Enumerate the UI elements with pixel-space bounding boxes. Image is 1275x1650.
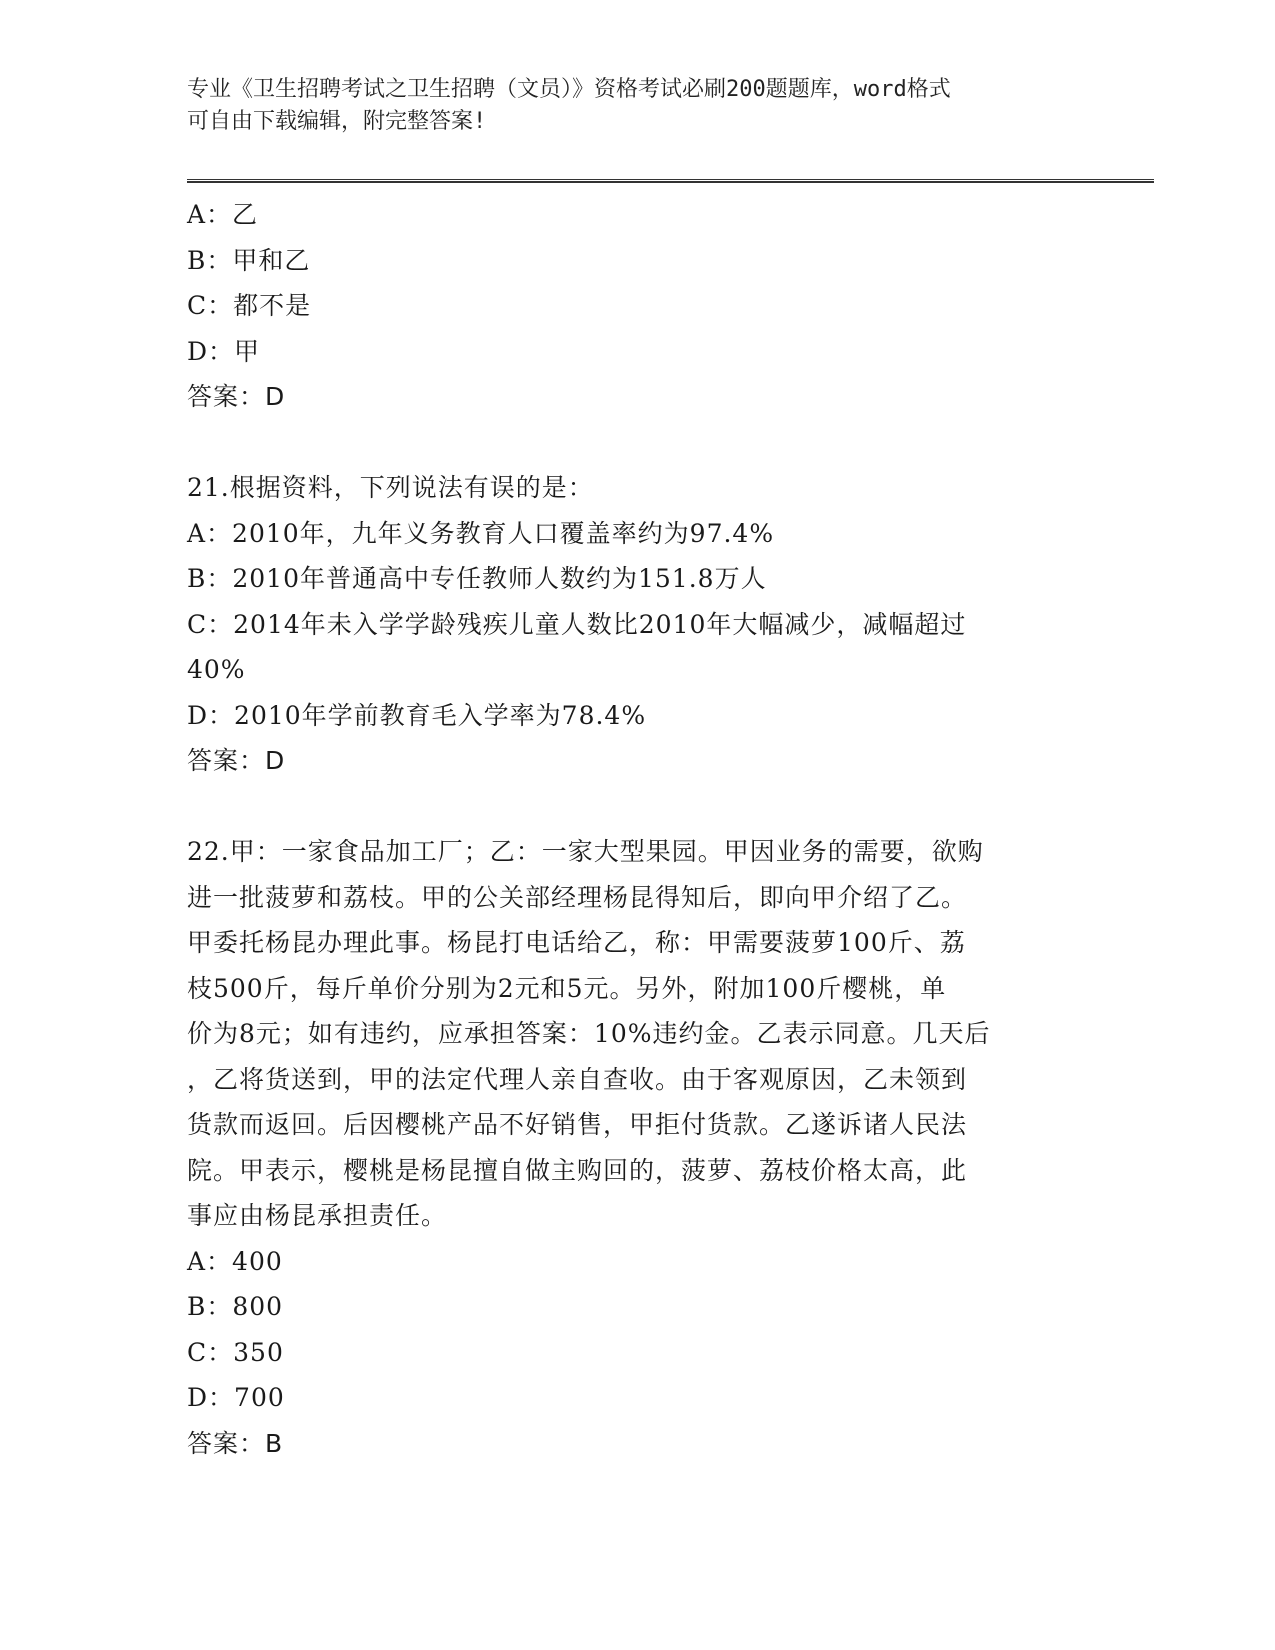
question-text-line: 枝500斤，每斤单价分别为2元和5元。另外，附加100斤樱桃，单 — [187, 973, 947, 1003]
question-text-line: ，乙将货送到，甲的法定代理人亲自查收。由于客观原因，乙未领到 — [187, 1064, 968, 1094]
question-21 — [187, 465, 1087, 784]
question-text-line: 进一批菠萝和荔枝。甲的公关部经理杨昆得知后，即向甲介绍了乙。 — [187, 882, 968, 912]
option-d: D：700 — [187, 1383, 285, 1412]
spacer — [187, 420, 1087, 466]
question-text-line: 甲委托杨昆办理此事。杨昆打电话给乙，称：甲需要菠萝100斤、荔 — [187, 928, 966, 957]
option-d: D：甲 — [187, 336, 261, 366]
option-b: B：800 — [187, 1292, 284, 1321]
header-line-1: 专业《卫生招聘考试之卫生招聘（文员）》资格考试必刷200题题库，word格式 — [187, 77, 951, 102]
answer: 答案：B — [187, 1428, 284, 1458]
question-text-line: 院。甲表示，樱桃是杨昆擅自做主购回的，菠萝、荔枝价格太高，此 — [187, 1155, 968, 1185]
question-text-line: 货款而返回。后因樱桃产品不好销售，甲拒付货款。乙遂诉诸人民法 — [187, 1110, 968, 1139]
question-text-line: 价为8元；如有违约，应承担答案：10%违约金。乙表示同意。几天后 — [187, 1019, 991, 1048]
document-body — [187, 192, 1087, 1466]
option-c: C：350 — [187, 1337, 284, 1367]
option-c: C：都不是 — [187, 291, 312, 320]
option-b: B：甲和乙 — [187, 245, 311, 275]
option-d: D：2010年学前教育毛入学率为78.4% — [187, 700, 647, 730]
question-22 — [187, 829, 1087, 1466]
answer: 答案：D — [187, 746, 286, 775]
answer: 答案：D — [187, 382, 286, 411]
spacer — [187, 784, 1087, 830]
header-divider — [187, 179, 1154, 183]
option-b: B：2010年普通高中专任教师人数约为151.8万人 — [187, 564, 767, 593]
question-20 — [187, 192, 1087, 420]
question-text: 21.根据资料，下列说法有误的是： — [187, 473, 594, 502]
question-text-line: 事应由杨昆承担责任。 — [187, 1201, 448, 1230]
header-line-2: 可自由下载编辑，附完整答案! — [187, 109, 487, 134]
page-header — [187, 74, 1067, 138]
option-a: A：2010年，九年义务教育人口覆盖率约为97.4% — [187, 518, 775, 548]
option-a: A：400 — [187, 1246, 283, 1276]
option-a: A：乙 — [187, 200, 259, 229]
option-c-continued: 40% — [187, 655, 246, 684]
question-text-line: 22.甲：一家食品加工厂；乙：一家大型果园。甲因业务的需要，欲购 — [187, 837, 984, 866]
option-c: C：2014年未入学学龄残疾儿童人数比2010年大幅减少，减幅超过 — [187, 609, 967, 639]
